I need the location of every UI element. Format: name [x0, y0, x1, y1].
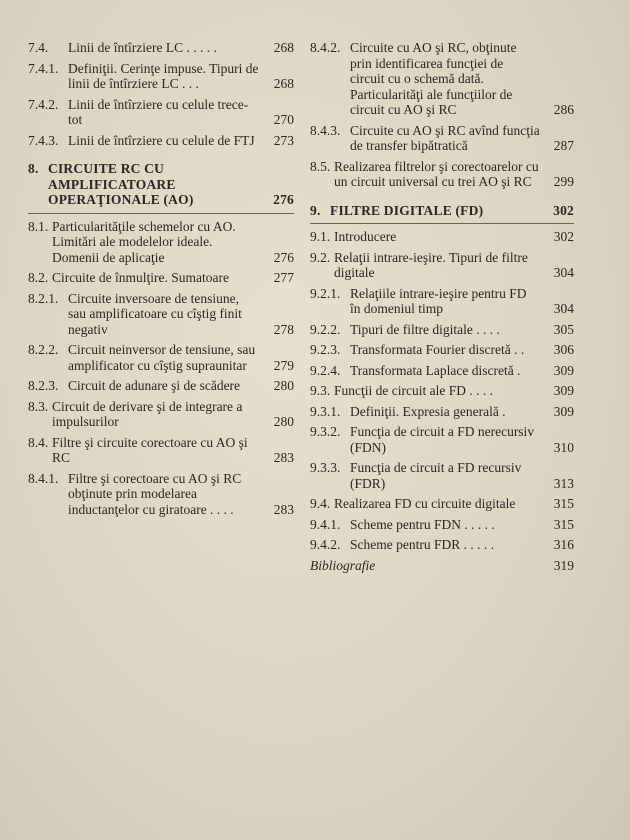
toc-entry: [310, 159, 574, 190]
toc-entry-number: 9.2.4.: [310, 362, 341, 378]
toc-entry-page: 268: [273, 76, 294, 91]
toc-entry-title: Particularităţile schemelor cu AO. Limitări ale modelelor ideale. Domenii de aplicaţie: [52, 218, 236, 265]
toc-entry-title: Filtre şi circuite corectoare cu AO şi RC: [52, 434, 248, 465]
toc-entry-number: 8.: [28, 161, 39, 176]
toc-entry-number: 9.2.2.: [310, 321, 341, 337]
toc-entry: [28, 219, 294, 266]
toc-entry-number: 8.2.1.: [28, 290, 59, 306]
toc-entry-title: CIRCUITE RC CU AMPLIFICATOARE OPERAŢIONALE (AO): [48, 161, 194, 207]
toc-entry-page: 306: [553, 342, 574, 357]
toc-entry-number: 9.: [310, 202, 321, 218]
toc-entry-page: 286: [553, 102, 574, 117]
toc-entry: [28, 97, 294, 128]
toc-entry-title: Definiţii. Cerinţe impuse. Tipuri de linii de întîrziere LC . . .: [68, 60, 259, 91]
toc-entry: [28, 161, 294, 208]
toc-entry-page: 280: [273, 378, 294, 393]
toc-entry-title: Linii de întîrziere LC . . . . .: [68, 40, 217, 55]
toc-entry: [28, 399, 294, 430]
toc-entry: [310, 203, 574, 219]
toc-entry-title: Circuit de adunare şi de scădere: [68, 378, 241, 393]
toc-entry-number: 7.4.1.: [28, 60, 59, 76]
toc-entry-number: 9.1.: [310, 229, 331, 244]
toc-entry-number: 9.2.3.: [310, 342, 341, 357]
toc-entry: [310, 558, 574, 574]
toc-entry-page: 319: [553, 557, 574, 573]
toc-entry-page: 305: [553, 321, 574, 337]
toc-entry-number: 9.3.3.: [310, 460, 341, 475]
toc-entry-page: 309: [553, 383, 574, 398]
toc-entry-page: 268: [273, 40, 294, 55]
toc-entry-page: 313: [553, 475, 574, 491]
toc-entry-number: 8.3.: [28, 398, 49, 414]
toc-entry: [310, 496, 574, 512]
toc-entry-title: FILTRE DIGITALE (FD): [330, 202, 484, 218]
toc-entry: [310, 322, 574, 338]
toc-entry: [310, 229, 574, 245]
toc-entry: [310, 404, 574, 420]
toc-entry-page: 299: [553, 174, 574, 189]
toc-entry-page: 280: [273, 414, 294, 429]
toc-entry-page: 287: [553, 138, 574, 153]
toc-entry: [310, 424, 574, 455]
toc-entry-page: 277: [273, 270, 294, 285]
toc-entry-title: Relaţii intrare-ieşire. Tipuri de filtre digitale: [334, 249, 528, 280]
toc-entry: [28, 40, 294, 56]
toc-entry-title: Relaţiile intrare-ieşire pentru FD în domeniul timp: [350, 285, 527, 316]
section-divider: [310, 223, 574, 224]
toc-entry: [28, 435, 294, 466]
toc-entry-title: Circuite de înmulţire. Sumatoare: [52, 270, 229, 285]
toc-entry-page: 270: [273, 112, 294, 127]
toc-entry-page: 315: [553, 496, 574, 511]
toc-entry: [310, 383, 574, 399]
toc-entry: [28, 61, 294, 92]
toc-entry-page: 273: [273, 132, 294, 148]
toc-entry-number: 9.3.: [310, 383, 331, 398]
toc-entry: [310, 363, 574, 379]
toc-entry-page: 283: [273, 450, 294, 465]
toc-entry-title: Realizarea FD cu circuite digitale: [334, 496, 516, 511]
toc-entry: [28, 270, 294, 286]
toc-entry-number: 8.2.3.: [28, 378, 59, 393]
toc-entry-title: Circuite cu AO şi RC avînd funcţia de transfer bipătratică: [350, 122, 540, 153]
toc-entry-number: 9.3.1.: [310, 403, 341, 419]
toc-entry-title: Funcţii de circuit ale FD . . . .: [334, 383, 493, 398]
toc-entry-page: 276: [273, 192, 294, 207]
toc-entry-page: 304: [553, 301, 574, 316]
toc-entry-page: 304: [553, 265, 574, 280]
toc-entry-number: 9.4.1.: [310, 516, 341, 532]
toc-entry-page: 309: [553, 362, 574, 378]
toc-entry-number: 8.2.: [28, 270, 49, 285]
toc-entry-page: 302: [553, 202, 574, 218]
toc-entry: [28, 133, 294, 149]
toc-entry-number: 8.4.1.: [28, 470, 59, 486]
toc-entry-title: Linii de întîrziere cu celule de FTJ: [68, 132, 255, 148]
toc-entry: [28, 342, 294, 373]
toc-entry: [310, 123, 574, 154]
toc-entry-number: 8.4.2.: [310, 40, 341, 55]
toc-entry-page: 315: [553, 516, 574, 532]
toc-entry-page: 279: [273, 357, 294, 373]
toc-entry-title: Definiţii. Expresia generală .: [350, 403, 506, 419]
toc-entry: [310, 286, 574, 317]
toc-entry-number: 8.2.2.: [28, 342, 59, 357]
toc-entry-page: 309: [553, 403, 574, 419]
toc-entry-number: 7.4.2.: [28, 96, 59, 112]
toc-entry-title: Scheme pentru FDN . . . . .: [350, 516, 495, 532]
toc-entry-title: Linii de întîrziere cu celule trece-tot: [68, 96, 249, 127]
toc-entry-page: 316: [553, 537, 574, 552]
toc-entry: [310, 460, 574, 491]
toc-entry-title: Funcţia de circuit a FD nerecursiv (FDN): [350, 424, 535, 455]
toc-entry-title: Circuit de derivare şi de integrare a impulsurilor: [52, 398, 243, 429]
toc-entry-page: 310: [553, 439, 574, 455]
toc-entry-title: Circuite inversoare de tensiune, sau amplificatoare cu cîştig finit negativ: [68, 290, 242, 337]
toc-entry-title: Circuite cu AO şi RC, obţinute prin identificarea funcţiei de circuit cu o schemă dată. Particularităţi ale funcţiilor de circuit cu AO şi RC: [350, 40, 517, 117]
toc-entry-title: Bibliografie: [310, 557, 376, 573]
toc-entry-title: Scheme pentru FDR . . . . .: [350, 537, 494, 552]
toc-entry-page: 283: [273, 501, 294, 517]
toc-entry-page: 276: [273, 249, 294, 265]
toc-entry-number: 8.4.: [28, 434, 49, 450]
toc-entry: [28, 471, 294, 518]
toc-entry-page: 302: [553, 229, 574, 244]
toc-entry: [310, 537, 574, 553]
toc-entry-number: 8.1.: [28, 218, 49, 234]
toc-entry: [310, 250, 574, 281]
toc-entry-number: 9.3.2.: [310, 424, 341, 439]
toc-entry: [310, 517, 574, 533]
toc-entry-title: Introducere: [334, 229, 397, 244]
section-gap: [28, 153, 294, 161]
toc-entry-number: 8.5.: [310, 158, 331, 174]
section-gap: [310, 195, 574, 203]
toc-entry-number: 9.4.: [310, 496, 331, 511]
toc-entry: [310, 40, 574, 118]
toc-entry-number: 7.4.: [28, 40, 49, 55]
toc-entry-number: 7.4.3.: [28, 132, 59, 148]
toc-entry: [28, 291, 294, 338]
toc-entry-title: Tipuri de filtre digitale . . . .: [350, 321, 500, 337]
toc-entry-title: Transformata Fourier discretă . .: [350, 342, 525, 357]
toc-entry-page: 278: [273, 321, 294, 337]
toc-entry-title: Funcţia de circuit a FD recursiv (FDR): [350, 460, 522, 491]
toc-entry-title: Circuit neinversor de tensiune, sau amplificator cu cîştig supraunitar: [68, 342, 256, 373]
toc-entry: [310, 342, 574, 358]
toc-entry: [28, 378, 294, 394]
toc-entry-number: 8.4.3.: [310, 122, 341, 138]
toc-right-column: [310, 40, 574, 578]
toc-entry-number: 9.2.: [310, 249, 331, 265]
toc-entry-title: Realizarea filtrelor şi corectoarelor cu un circuit universal cu trei AO şi RC: [334, 158, 539, 189]
toc-entry-number: 9.4.2.: [310, 537, 341, 552]
section-divider: [28, 213, 294, 214]
toc-entry-number: 9.2.1.: [310, 285, 341, 301]
toc-entry-title: Transformata Laplace discretă .: [350, 362, 521, 378]
toc-left-column: [28, 40, 294, 522]
toc-entry-title: Filtre şi corectoare cu AO şi RC obţinute prin modelarea inductanţelor cu giratoare . . . .: [68, 470, 242, 517]
